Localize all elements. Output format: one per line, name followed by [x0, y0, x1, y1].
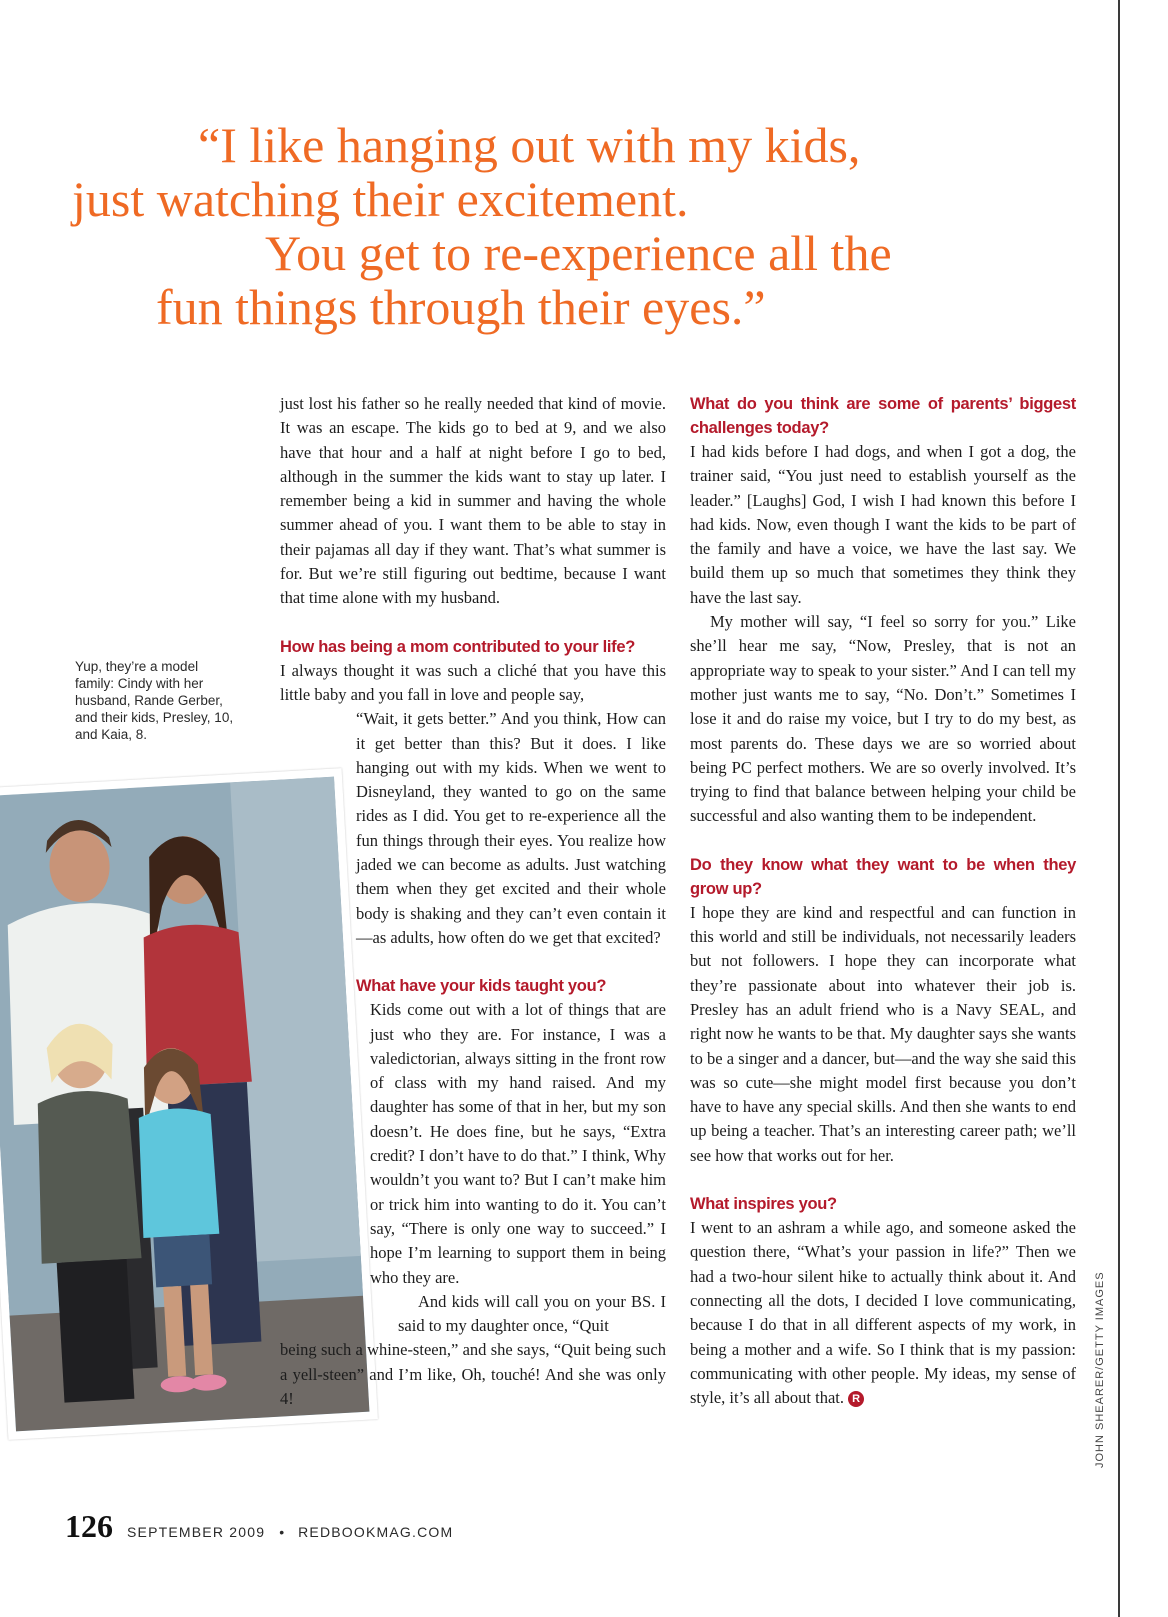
question-heading: How has being a mom contributed to your life? [280, 637, 636, 656]
article-paragraph: I always thought it was such a cliché that you have this little baby and you fall in love and people say, [280, 660, 666, 704]
article-paragraph [690, 1216, 1076, 1410]
article-paragraph: I hope they are kind and respectful and can function in this world and still be individuals, not necessarily leaders but not followers. I hope they can incorporate what they’re passionate about into whatever their job is. Presley has an adult friend who is a Navy SEAL, and right now he wants to be that. My daughter says she wants to be a singer and a dancer, but—and the way she said this was so cute—she might model first because you don’t have to have any special skills. And then she wants to end up being a teacher. That’s an interesting career path; we’ll see how that works out for her. [690, 902, 1076, 1165]
article-paragraph: just lost his father so he really needed that kind of movie. It was an escape. The kids go to bed at 9, and we also have that hour and a half at night before I go to bed, although in the summer the kids want to stay up later. I remember being a kid in summer and having the whole summer ahead of you. I want them to be able to stay in their pajamas all day if they want. That’s what summer is for. But we’re still figuring out bedtime, because I want that time alone with my husband. [280, 394, 666, 608]
page-number: 126 [65, 1508, 113, 1544]
end-mark-icon: R [848, 1391, 864, 1407]
page-footer [65, 1508, 453, 1545]
photo-credit: JOHN SHEARER/GETTY IMAGES [1094, 1271, 1106, 1468]
pull-quote-line: just watching their excitement. [72, 171, 689, 227]
question-heading: Do they know what they want to be when they grow up? [690, 855, 1076, 898]
article-paragraph: being such a whine-steen,” and she says, “Quit being such a yell-steen” and I’m like, Oh, touché! And she was only 4! [280, 1340, 666, 1408]
footer-separator: • [279, 1524, 285, 1540]
article-paragraph: “Wait, it gets better.” And you think, How can it get better than this? But it does. I like hanging out with my kids. When we went to Disneyland, they wanted to go on the same rides as I did. You get to re-experience all the fun things through their eyes. You realize how jaded we can become as adults. Just watching them when they get excited and their whole body is shaking and they can’t even contain it—as adults, how often do we get that excited? [356, 709, 666, 947]
issue-date: SEPTEMBER 2009 [127, 1524, 266, 1540]
pull-quote-line: You get to re-experience all the [265, 225, 892, 281]
article-paragraph: I had kids before I had dogs, and when I got a dog, the trainer said, “You just need to establish yourself as the leader.” [Laughs] God, I wish I had known this before I had kids. Now, even though I want the kids to be part of the family and have a voice, we have the last say. We build them up so much that sometimes they think they have the last say. [690, 442, 1076, 607]
pull-quote-line: fun things through their eyes.” [156, 279, 766, 335]
question-heading: What do you think are some of parents’ biggest challenges today? [690, 395, 1076, 437]
question-heading: What have your kids taught you? [356, 977, 607, 996]
pull-quote [60, 118, 1020, 334]
magazine-website: REDBOOKMAG.COM [298, 1524, 454, 1540]
article-column-1 [280, 392, 666, 1411]
article-paragraph: Kids come out with a lot of things that are just who they are. For instance, I was a valedictorian, always sitting in the front row of class with my hand raised. And my daughter has some of that in her, but my son doesn’t. He does fine, but he says, “Extra credit? I don’t have to do that.” I think, Why wouldn’t you want to? But I can’t make him or trick him into wanting to do it. You can’t say, “There is only one way to succeed.” I hope I’m learning to support them in being who they are. [370, 1000, 666, 1287]
article-paragraph: My mother will say, “I feel so sorry for you.” Like she’ll hear me say, “Now, Presley, that is not an appropriate way to speak to your sister.” And I can tell my mother just wants me to say, “No. Don’t.” Sometimes I lose it and do raise my voice, but I try to do my best, as most parents do. These days we are so worried about being PC perfect mothers. We are so overly involved. It’s trying to find that balance between helping your child be successful and also wanting them to be independent. [690, 612, 1076, 826]
article-paragraph-text: I went to an ashram a while ago, and someone asked the question there, “What’s your passion in life?” Then we had a two-hour silent hike to actually think about it. And connecting all the dots, I decided I love communicating, because I do that in all different aspects of my work, in being a mother and a wife. So I think that is my passion: communicating with other people. My ideas, my sense of style, it’s all about that. [690, 1218, 1076, 1408]
photo-caption: Yup, they’re a model family: Cindy with her husband, Rande Gerber, and their kids, Presley, 10, and Kaia, 8. [75, 659, 234, 742]
article-column-2 [690, 392, 1076, 1410]
question-heading: What inspires you? [690, 1195, 837, 1214]
page-edge-line [1118, 0, 1120, 1617]
pull-quote-line: “I like hanging out with my kids, [198, 117, 861, 173]
article-paragraph: And kids will call you on your BS. I said to my daughter once, “Quit [398, 1291, 666, 1336]
